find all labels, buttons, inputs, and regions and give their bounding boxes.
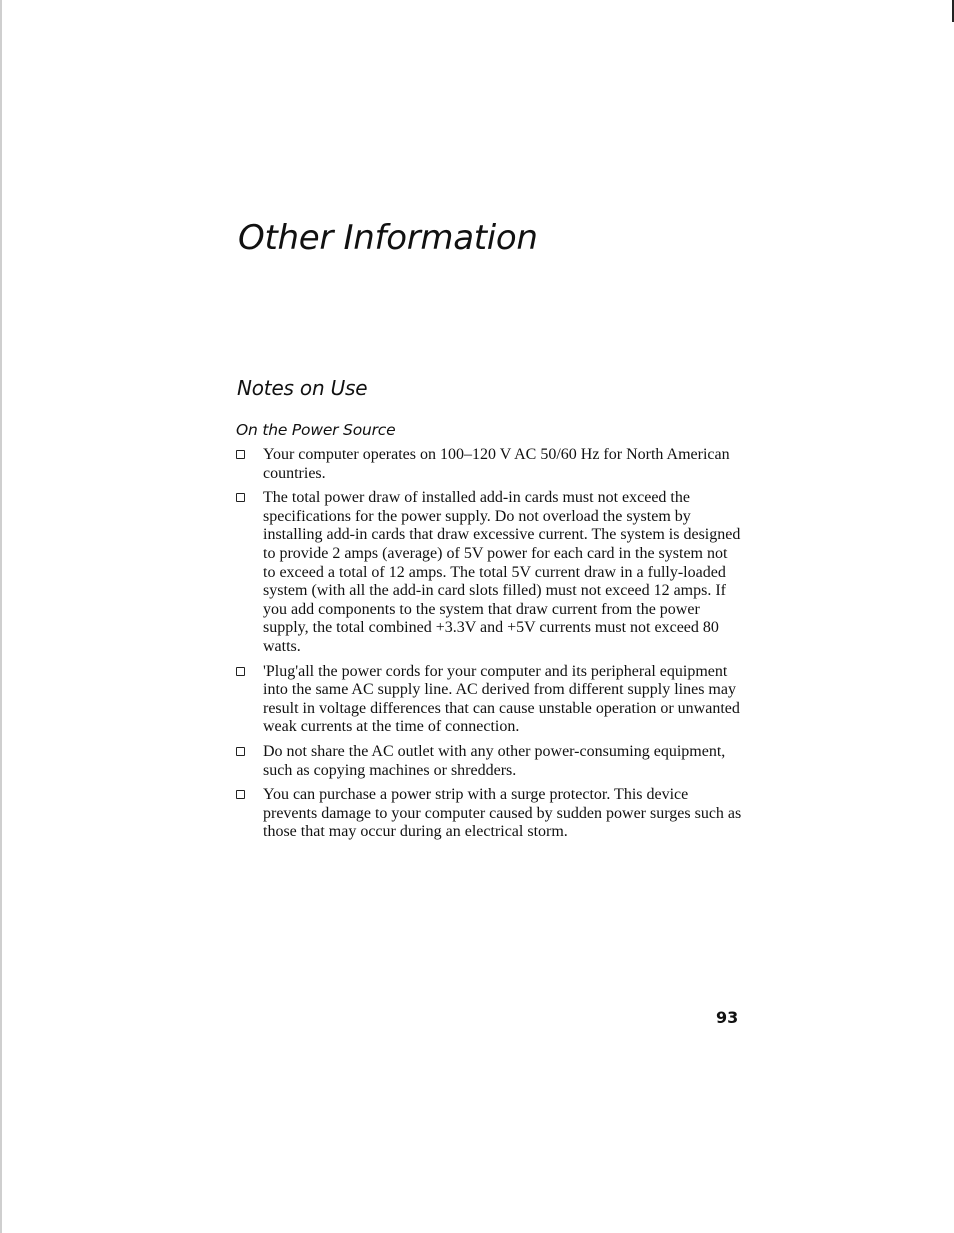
list-item-text: Do not share the AC outlet with any other power-consuming equipment, such as copying machines or shredders.: [263, 742, 726, 779]
scan-edge-left: [0, 0, 2, 1233]
list-item: [232, 663, 742, 737]
square-bullet-icon: [236, 790, 245, 799]
section-title: Notes on Use: [237, 376, 368, 400]
list-item: [232, 743, 742, 780]
subsection-title: On the Power Source: [236, 421, 396, 439]
square-bullet-icon: [236, 667, 245, 676]
chapter-title: Other Information: [238, 218, 538, 258]
list-item: [232, 786, 742, 842]
list-item-text: The total power draw of installed add-in cards must not exceed the specifications for the power supply. Do not overload the system by installing add-in cards that draw excessive current. The system is designed to provide 2 amps (average) of 5V power for each card in the system not to exceed a total of 12 amps. The total 5V current draw in a fully-loaded system (with all the add-in card slots filled) must not exceed 12 amps. If you add components to the system that draw current from the power supply, the total combined +3.3V and +5V currents must not exceed 80 watts.: [263, 489, 741, 655]
list-item: [232, 489, 742, 656]
list-item-text: Your computer operates on 100–120 V AC 50/60 Hz for North American countries.: [263, 446, 730, 482]
square-bullet-icon: [236, 747, 245, 756]
list-item: [232, 446, 742, 483]
bullet-list: [232, 446, 742, 848]
square-bullet-icon: [236, 493, 245, 502]
list-item-text: You can purchase a power strip with a surge protector. This device prevents damage to your computer caused by sudden power surges such as those that may occur during an electrical storm.: [263, 786, 742, 841]
page-number: 93: [716, 1008, 739, 1027]
list-item-text: 'Plug'all the power cords for your computer and its peripheral equipment into the same AC supply line. AC derived from different supply lines may result in voltage differences that can cause unstable operation or unwanted weak currents at the time of connection.: [263, 662, 740, 736]
square-bullet-icon: [236, 450, 245, 459]
